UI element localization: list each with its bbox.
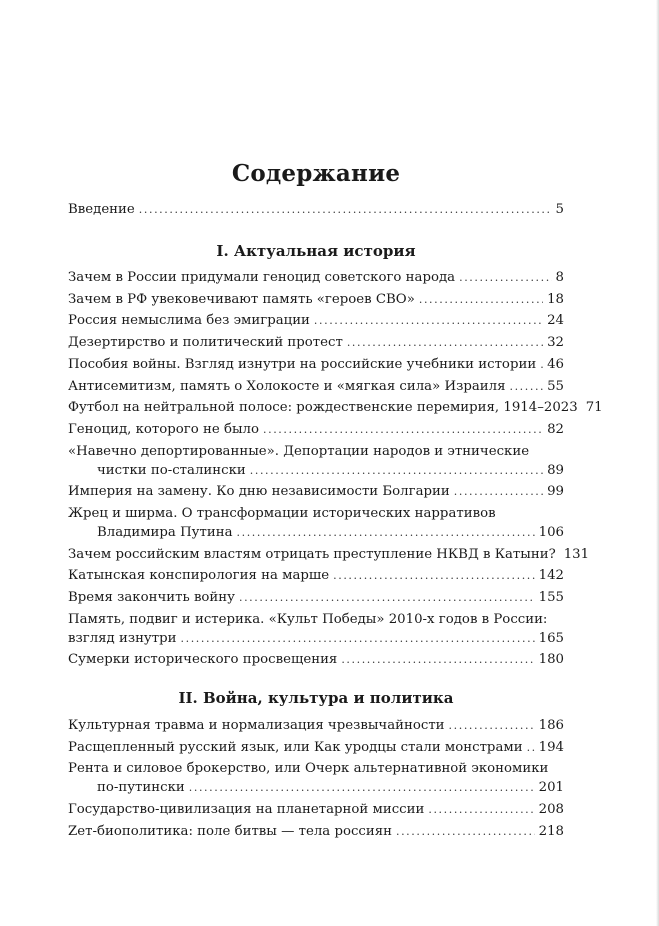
toc-entry[interactable] [68, 650, 564, 669]
toc-entry-title: Владимира Путина [97, 524, 233, 540]
toc-entry-page: 208 [538, 802, 564, 817]
toc-entry-title: Введение [68, 202, 135, 217]
toc-entry[interactable] [68, 822, 564, 841]
toc-entry-page: 46 [547, 356, 564, 372]
toc-entry-title-line1: Жрец и ширма. О трансформации исторических нарративов [68, 505, 496, 521]
toc-entry-page: 24 [547, 313, 564, 329]
toc-entry-title: Дезертирство и политический протест [68, 335, 343, 351]
toc-entry-title: Футбол на нейтральной полосе: рождественские перемирия, 1914–2023 [68, 400, 578, 416]
toc-entry[interactable] [68, 482, 564, 501]
dot-leader [459, 268, 551, 287]
toc-entry-page: 180 [538, 652, 564, 668]
toc-entry-page: 186 [538, 718, 564, 733]
section-heading: II. Война, культура и политика [178, 689, 454, 707]
toc-entry-title: Расщепленный русский язык, или Как уродцы стали монстрами [68, 739, 523, 755]
toc-entry-page: 165 [538, 630, 564, 646]
toc-entry-title-line1: Рента и силовое брокерство, или Очерк альтернативной экономики [68, 761, 549, 777]
toc-entry-title: Время закончить войну [68, 589, 235, 605]
dot-leader [333, 566, 534, 585]
toc-entry-title: Сумерки исторического просвещения [68, 652, 338, 668]
toc-entry-title: Катынская конспирология на марше [68, 568, 330, 584]
toc-entry-page: 99 [547, 484, 564, 500]
dot-leader [341, 650, 534, 669]
toc-entry[interactable] [68, 545, 590, 564]
toc-entry-page: 5 [555, 202, 564, 217]
toc-entry-title: Россия немыслима без эмиграции [68, 313, 310, 329]
toc-entry-title-line1: Память, подвиг и истерика. «Культ Победы» 2010-х годов в России: [68, 611, 548, 627]
toc-entry-page: 218 [538, 823, 564, 839]
page-title: Содержание [231, 160, 401, 187]
toc-entry-title: Зачем в РФ увековечивают память «героев СВО» [68, 291, 415, 307]
toc-entry-page: 71 [585, 400, 603, 416]
dot-leader [181, 629, 535, 648]
dot-leader [428, 800, 534, 819]
toc-entry[interactable] [68, 759, 564, 797]
toc-entry[interactable] [68, 377, 564, 396]
toc-entry-page: 8 [555, 270, 564, 285]
toc-entry-page: 131 [563, 546, 590, 562]
dot-leader [237, 523, 535, 542]
toc-entry-title: взгляд изнутри [68, 630, 177, 646]
toc-entry-page: 194 [538, 739, 564, 755]
toc-entry-title: Zет-биополитика: поле битвы — тела россиян [68, 823, 392, 839]
toc-entry-title: чистки по-сталински [97, 462, 246, 478]
dot-leader [239, 588, 535, 607]
toc-entry-page: 142 [538, 568, 564, 584]
toc-entry-page: 32 [547, 335, 564, 351]
toc-entry-page: 82 [547, 421, 564, 437]
toc-entry-title: Зачем российским властям отрицать преступление НКВД в Катыни? [68, 546, 556, 562]
toc-entry-page: 18 [547, 291, 564, 307]
dot-leader [263, 420, 543, 439]
toc-entry[interactable] [68, 442, 564, 480]
toc-entry-title-line1: «Навечно депортированные». Депортации народов и этнические [68, 443, 530, 459]
toc-entry[interactable] [68, 398, 603, 417]
dot-leader [314, 311, 543, 330]
dot-leader [189, 778, 535, 797]
dot-leader [454, 482, 543, 501]
toc-entry[interactable] [68, 420, 564, 439]
toc-entry[interactable] [68, 355, 564, 374]
toc-entry-page: 106 [538, 524, 564, 540]
dot-leader [419, 290, 543, 309]
toc-entry[interactable] [68, 504, 564, 542]
dot-leader [250, 461, 543, 480]
toc-entry-page: 55 [547, 378, 564, 394]
toc-entry[interactable] [68, 311, 564, 330]
toc-entry[interactable] [68, 588, 564, 607]
toc-entry-title: Империя на замену. Ко дню независимости Болгарии [68, 484, 450, 500]
toc-entry[interactable] [68, 800, 564, 819]
dot-leader [540, 355, 543, 374]
toc-entry[interactable] [68, 610, 564, 648]
toc-entry[interactable] [68, 566, 564, 585]
toc-entry-title: Зачем в России придумали геноцид советского народа [68, 270, 456, 285]
dot-leader [527, 738, 535, 757]
toc-entry-page: 201 [538, 780, 564, 796]
dot-leader [509, 377, 543, 396]
toc-entry-title: Геноцид, которого не было [68, 421, 259, 437]
toc-page [68, 0, 603, 926]
toc-entry-title: Пособия войны. Взгляд изнутри на российские учебники истории [68, 356, 537, 372]
toc-entry[interactable] [68, 290, 564, 309]
toc-entry-title: Государство-цивилизация на планетарной миссии [68, 802, 425, 817]
toc-entry[interactable] [68, 333, 564, 352]
toc-entry[interactable] [68, 268, 564, 287]
toc-entry-intro[interactable] [68, 200, 564, 219]
dot-leader [396, 822, 535, 841]
dot-leader [449, 716, 535, 735]
toc-entry[interactable] [68, 738, 564, 757]
dot-leader [139, 200, 552, 219]
toc-entry-title: Культурная травма и нормализация чрезвычайности [68, 718, 445, 733]
dot-leader [347, 333, 543, 352]
toc-entry-page: 155 [538, 589, 564, 605]
section-heading: I. Актуальная история [216, 242, 416, 260]
toc-entry-page: 89 [547, 462, 564, 478]
toc-entry-title: Антисемитизм, память о Холокосте и «мягкая сила» Израиля [68, 378, 506, 394]
toc-entry[interactable] [68, 716, 564, 735]
toc-entry-title: по-путински [97, 780, 185, 796]
